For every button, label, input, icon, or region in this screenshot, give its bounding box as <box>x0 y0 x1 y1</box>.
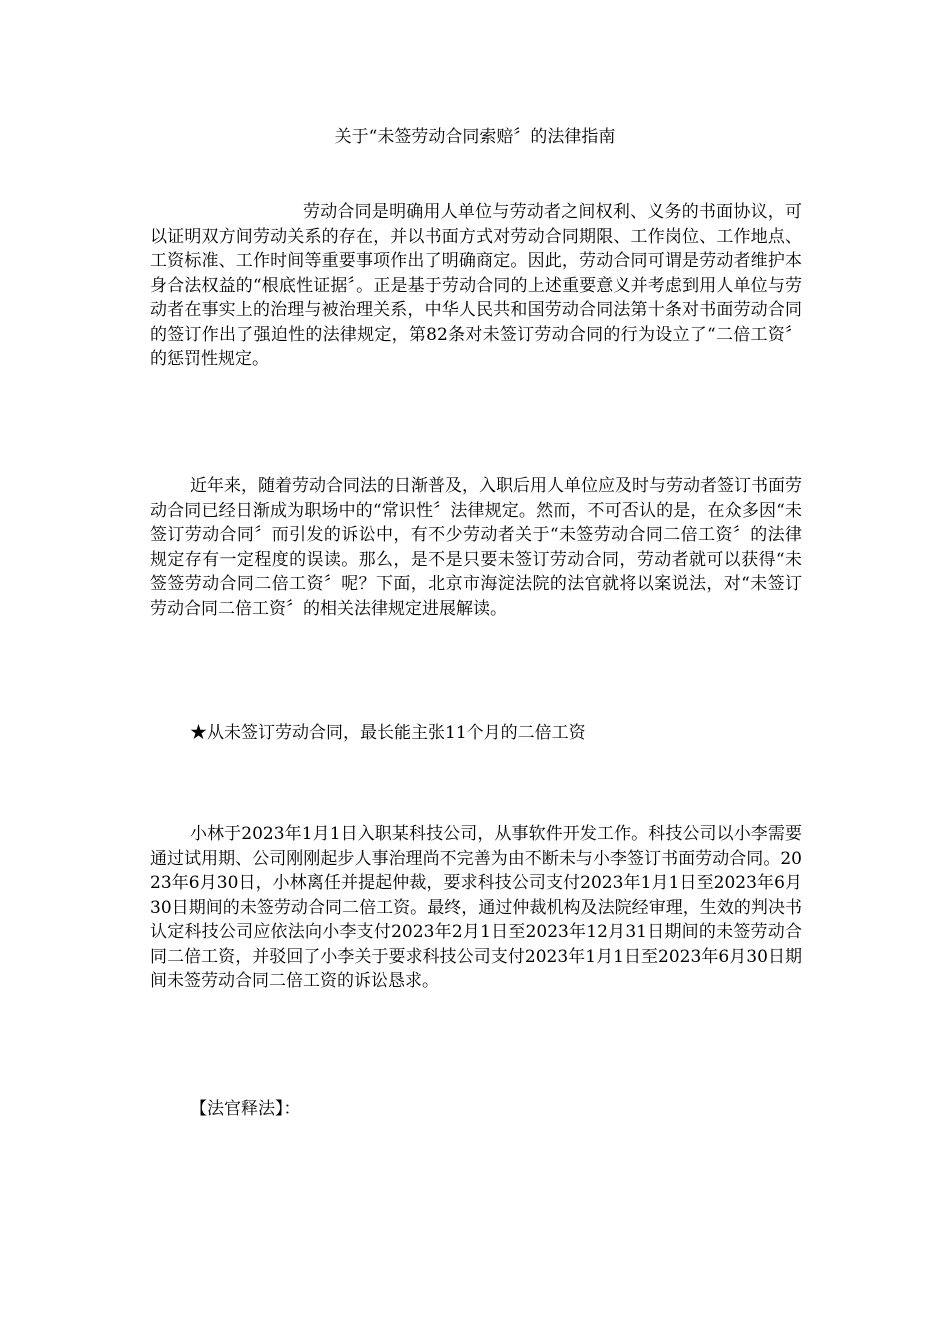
paragraph-intro: 劳动合同是明确用人单位与劳动者之间权利、义务的书面协议，可以证明双方间劳动关系的存在，并以书面方式对劳动合同期限、工作岗位、工作地点、工资标准、工作时间等重要事项作出了明确商定。因此，劳动合同可谓是劳动者维护本身合法权益的“根底性证据〞。正是基于劳动合同的上述重要意义并考虑到用人单位与劳动者在事实上的治理与被治理关系，中华人民共和国劳动合同法第十条对书面劳动合同的签订作出了强迫性的法律规定，第82条对未签订劳动合同的行为设立了“二倍工资〞的惩罚性规定。 <box>150 202 802 369</box>
paragraph-background: 近年来，随着劳动合同法的日渐普及，入职后用人单位应及时与劳动者签订书面劳动合同已经日渐成为职场中的“常识性〞法律规定。然而，不可否认的是，在众多因“未签订劳动合同〞而引发的诉讼中，有不少劳动者关于“未签劳动合同二倍工资〞的法律规定存有一定程度的误读。那么，是不是只要未签订劳动合同，劳动者就可以获得“未签签劳动合同二倍工资〞呢？下面，北京市海淀法院的法官就将以案说法，对“未签订劳动合同二倍工资〞的相关法律规定进展解读。 <box>150 476 802 619</box>
paragraph-case: 小林于2023年1月1日入职某科技公司，从事软件开发工作。科技公司以小李需要通过试用期、公司刚刚起步人事治理尚不完善为由不断未与小李签订书面劳动合同。2023年6月30日，小林离任并提起仲裁，要求科技公司支付2023年1月1日至2023年6月30日期间的未签劳动合同二倍工资。最终，通过仲裁机构及法院经审理，生效的判决书认定科技公司应依法向小李支付2023年2月1日至2023年12月31日期间的未签劳动合同二倍工资，并驳回了小李关于要求科技公司支付2023年1月1日至2023年6月30日期间未签劳动合同二倍工资的诉讼恳求。 <box>150 824 802 991</box>
section-heading: ★从未签订劳动合同，最长能主张11个月的二倍工资 <box>190 723 586 743</box>
document-title: 关于“未签劳动合同索赔〞的法律指南 <box>334 127 616 147</box>
judge-explanation-heading: 【法官释法】： <box>190 1099 301 1119</box>
